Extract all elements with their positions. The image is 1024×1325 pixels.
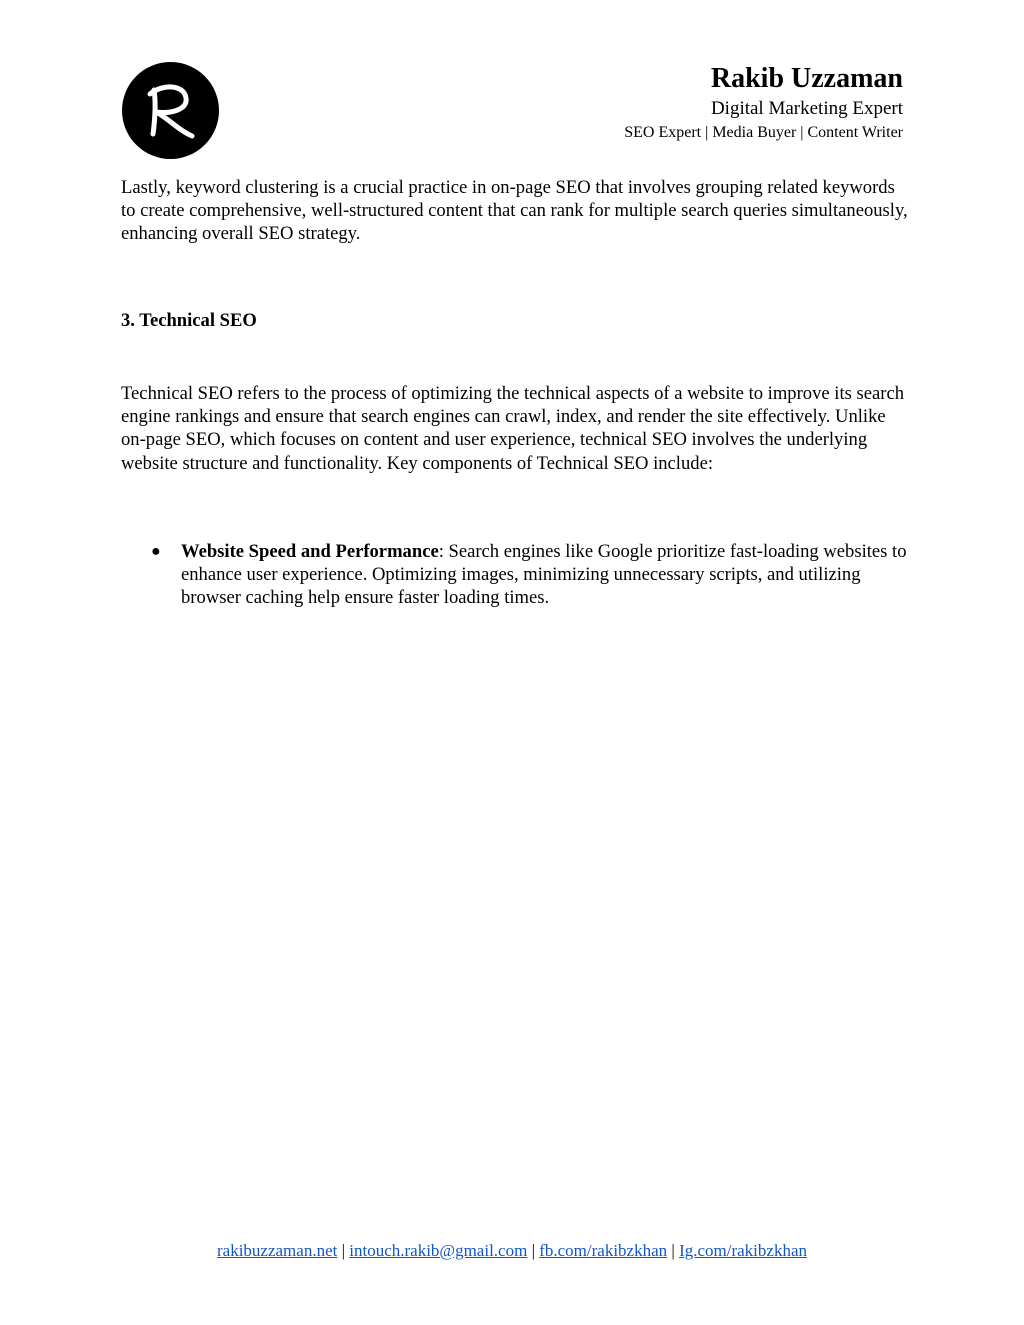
section-heading: 3. Technical SEO — [121, 310, 257, 331]
facebook-link[interactable]: fb.com/rakibzkhan — [539, 1241, 668, 1260]
author-name: Rakib Uzzaman — [710, 63, 903, 94]
logo-letter-r — [122, 62, 219, 159]
website-link[interactable]: rakibuzzaman.net — [216, 1241, 338, 1260]
logo — [122, 62, 219, 159]
header — [624, 62, 903, 144]
footer-separator: | — [337, 1241, 350, 1260]
email-link[interactable]: intouch.rakib@gmail.com — [349, 1241, 528, 1260]
author-title: Digital Marketing Expert — [710, 98, 903, 119]
footer-separator: | — [527, 1241, 540, 1260]
footer-separator: | — [667, 1241, 680, 1260]
bullet-term: Website Speed and Performance — [181, 541, 439, 562]
bullet-icon: ● — [151, 543, 161, 560]
paragraph-keyword-clustering: Lastly, keyword clustering is a crucial practice in on-page SEO that involves grouping related keywords to create comprehensive, well-structured content that can rank for multiple search queries simultaneously, enhancing overall SEO strategy. — [121, 177, 908, 245]
paragraph-technical-seo: Technical SEO refers to the process of optimizing the technical aspects of a website to improve its search engine rankings and ensure that search engines can crawl, index, and render the site effectively. Unlike on-page SEO, which focuses on content and user experience, technical SEO involves the underlying website structure and functionality. Key components of Technical SEO include: — [121, 383, 904, 474]
bullet-text — [181, 540, 911, 610]
author-subtitle: SEO Expert | Media Buyer | Content Writer — [624, 124, 903, 141]
bullet-description: : Search engines like Google prioritize fast-loading websites to enhance user experience. Optimizing images, minimizing unnecessary scripts, and utilizing browser caching help ensure faster loading times. — [181, 541, 907, 609]
instagram-link[interactable]: Ig.com/rakibzkhan — [679, 1241, 807, 1260]
footer — [0, 1240, 1024, 1262]
